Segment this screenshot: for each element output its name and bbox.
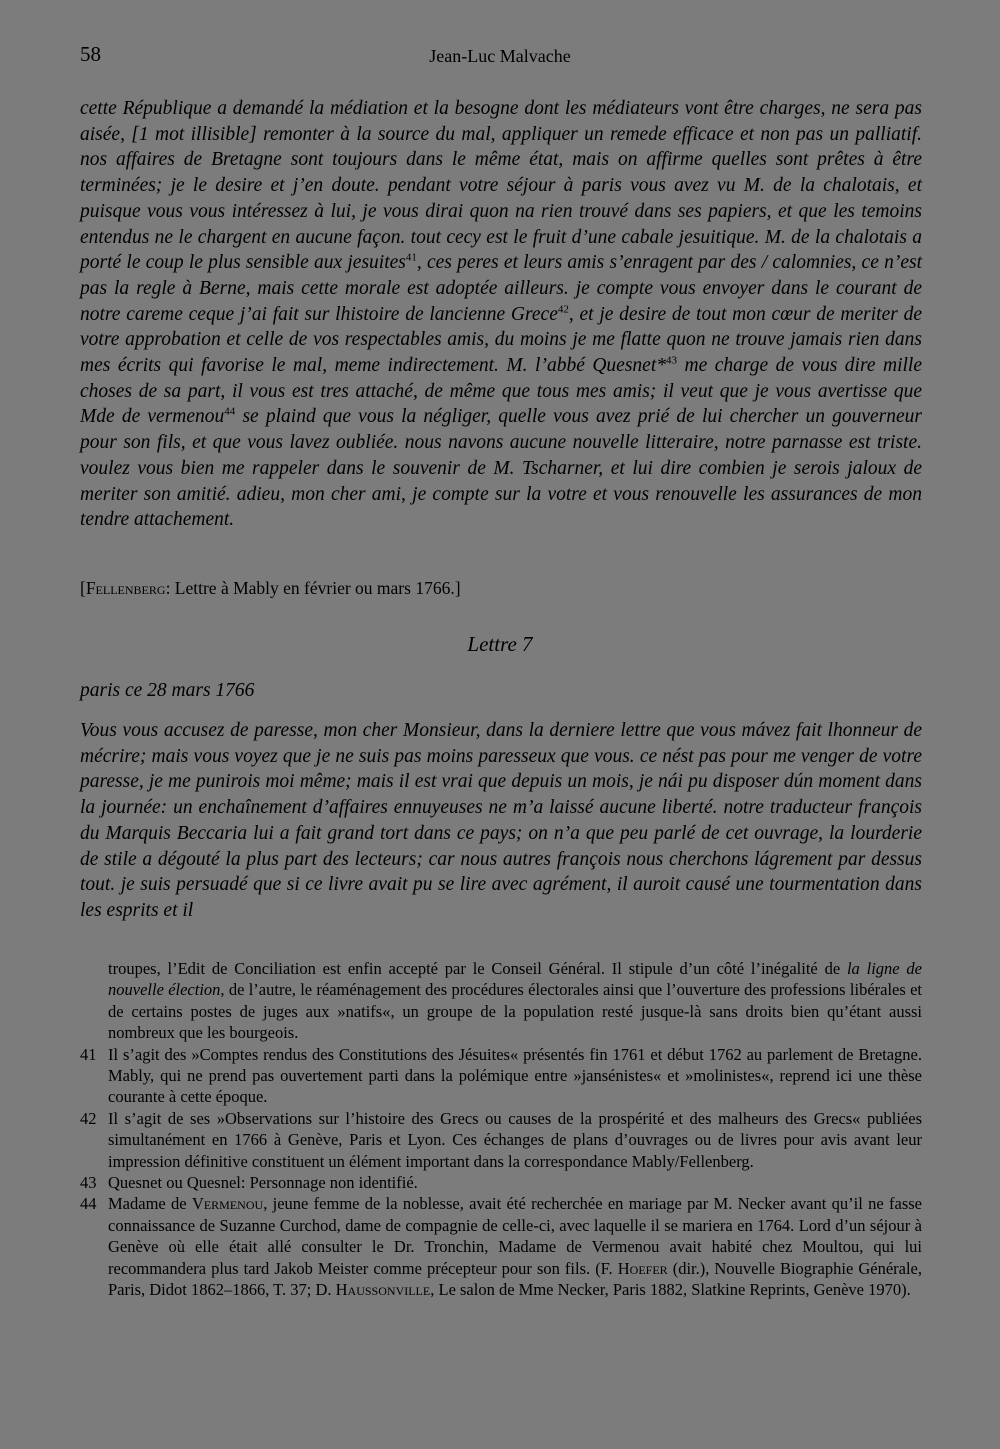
person-name: Haussonville: [335, 1280, 431, 1300]
footnote-emphasis: la ligne de nouvelle élection,: [108, 959, 922, 1000]
footnote-text: Il s’agit des »Comptes rendus des Constitutions des Jésuites« présentés fin 1761 et début 1762 au parlement de Bretagne. Mably, qui ne prend pas ouvertement parti dans la polémique entre »jansénistes« et »molinistes«, reprend ici une thèse courante à cette époque.: [108, 1044, 922, 1107]
running-head: Jean-Luc Malvache: [429, 46, 571, 66]
footnote-41: [80, 1044, 922, 1108]
person-name: Hoefer: [617, 1258, 668, 1278]
footnote-number: 44: [80, 1194, 97, 1214]
page-number: 58: [80, 42, 101, 66]
letter-text: cette République a demandé la médiation et la besogne dont les médiateurs vont être charges, ne sera pas aisée, [1 mot illisible] remonter à la source du mal, appliquer un remede efficace et non pas un palliatif. nos affaires de Bretagne sont toujours dans le même état, mais on affirme quelles sont prêtes à être terminées; je le desire et j’en doute. pendant votre séjour à paris vous avez vu M. de la chalotais, et puisque vous vous intéressez à lui, je vous dirai quon na rien trouvé dans ses papiers, et que les temoins entendus ne le chargent en aucune façon. tout cecy est le fruit d’une cabale jesuitique. M. de la chalotais a porté le coup le plus sensible aux jesuites: [80, 98, 922, 274]
footnote-continuation: [80, 958, 922, 1044]
letter-text: , ces peres et leurs amis s’enragent par des / calomnies, ce n’est pas la regle à Berne, mais cette morale est adoptée ailleurs. je compte vous envoyer dans le courant de notre careme ceque j’ai fait sur lhistoire de lancienne Grece: [80, 252, 923, 325]
footnotes: [80, 958, 922, 1301]
footnote-text-part: , Le salon de Mme Necker, Paris 1882, Slatkine Reprints, Genève 1970).: [430, 1280, 911, 1300]
footnote-text: Quesnet ou Quesnel: Personnage non identifié.: [108, 1173, 418, 1193]
footnote-43: [80, 1172, 922, 1193]
editor-note: [80, 578, 461, 599]
footnote-ref-44: 44: [224, 405, 236, 418]
footnote-ref-42: 42: [557, 303, 569, 316]
footnote-text: [108, 1193, 922, 1300]
letter-6-closing-paragraph: [80, 96, 922, 533]
footnote-ref-41: 41: [405, 251, 417, 264]
letter-text: me charge de vous dire mille choses de sa part, il vous est tres attaché, de même que tous mes amis; il veut que je vous avertisse que Mde de vermenou: [80, 355, 922, 428]
bracket: [: [80, 578, 86, 598]
footnote-text-part: Madame de: [108, 1194, 192, 1214]
author-name: Fellenberg: [85, 578, 166, 598]
person-name: Vermenou: [191, 1194, 264, 1214]
page-header: [80, 42, 920, 72]
footnote-44: [80, 1193, 922, 1300]
footnote-42: [80, 1108, 922, 1172]
letter-title: Lettre 7: [467, 632, 533, 656]
footnote-text: troupes, l’Edit de Conciliation est enfin accepté par le Conseil Général. Il stipule d’un côté l’inégalité de: [108, 959, 847, 978]
letter-text: , et je desire de tout mon cœur de meriter de votre approbation et celle de vos respectables amis, du moins je me flatte quon ne trouve jamais rien dans mes écrits qui favorise le mal, meme indirectement. M. l’abbé Quesnet*: [80, 303, 922, 377]
footnote-number: 43: [80, 1173, 97, 1193]
editor-note-text: : Lettre à Mably en février ou mars 1766.]: [165, 578, 461, 598]
letter-7-body: Vous vous accusez de paresse, mon cher Monsieur, dans la derniere lettre que vous mávez fait lhonneur de mécrire; mais vous voyez que je ne suis pas moins paresseux que vous. ce nést pas pour me venger de votre paresse, je me punirois moi même; mais il est vrai que depuis un mois, je nái pu disposer dún moment dans la journée: un enchaînement d’affaires ennuyeuses ne m’a laissé aucune liberté. notre traducteur françois du Marquis Beccaria lui a fait grand tort dans ce pays; on n’a que peu parlé de cet ouvrage, la lourderie de stile a dégouté la plus part des lecteurs; car nous autres françois nous cherchons lágrement par dessus tout. je suis persuadé que si ce livre avait pu se lire avec agrément, il auroit causé une tourmentation dans les esprits et il: [80, 720, 922, 921]
footnote-ref-43: 43: [666, 354, 677, 367]
dateline: paris ce 28 mars 1766: [80, 680, 255, 701]
footnote-text-part: , jeune femme de la noblesse, avait été recherchée en mariage par M. Necker avant qu’il ne fasse connaissance de Suzanne Curchod, dame de compagnie de celle-ci, avec laquelle il se mariera en 1764. Lord d’un séjour à Genève où elle était allé consulter le Dr. Tronchin, Madame de Vermenou avait habité chez Moultou, qui lui recommandera plus tard Jakob Meister comme précepteur pour son fils. (F.: [108, 1194, 922, 1278]
footnote-text-part: (dir.), Nouvelle Biographie Générale, Paris, Didot 1862–1866, T. 37; D.: [108, 1258, 922, 1300]
footnote-text: Il s’agit de ses »Observations sur l’histoire des Grecs ou causes de la prospérité et des malheurs des Grecs« publiées simultanément en 1766 à Genève, Paris et Lyon. Ces échanges de plans d’ouvrages ou de livres pour avis avant leur impression définitive constituent un élément important dans la correspondance Mably/Fellenberg.: [108, 1108, 922, 1171]
footnote-number: 41: [80, 1044, 97, 1064]
footnote-text: de l’autre, le réaménagement des procédures électorales ainsi que l’ouverture des professions libérales et de certains postes de juges aux »natifs«, un groupe de la population resté jusque-là sans droits bien qu’étant aussi nombreux que les bourgeois.: [108, 980, 922, 1043]
letter-text: se plaind que vous la négliger, quelle vous avez prié de lui chercher un gouverneur pour son fils, et que vous lavez oubliée. nous navons aucune nouvelle litteraire, notre parnasse est triste. voulez vous bien me rappeler dans le souvenir de M. Tscharner, et lui dire combien je serois jaloux de meriter son amitié. adieu, mon cher ami, je compte sur la votre et vous renouvelle les assurances de mon tendre attachement.: [80, 406, 922, 531]
footnote-number: 42: [80, 1108, 97, 1128]
